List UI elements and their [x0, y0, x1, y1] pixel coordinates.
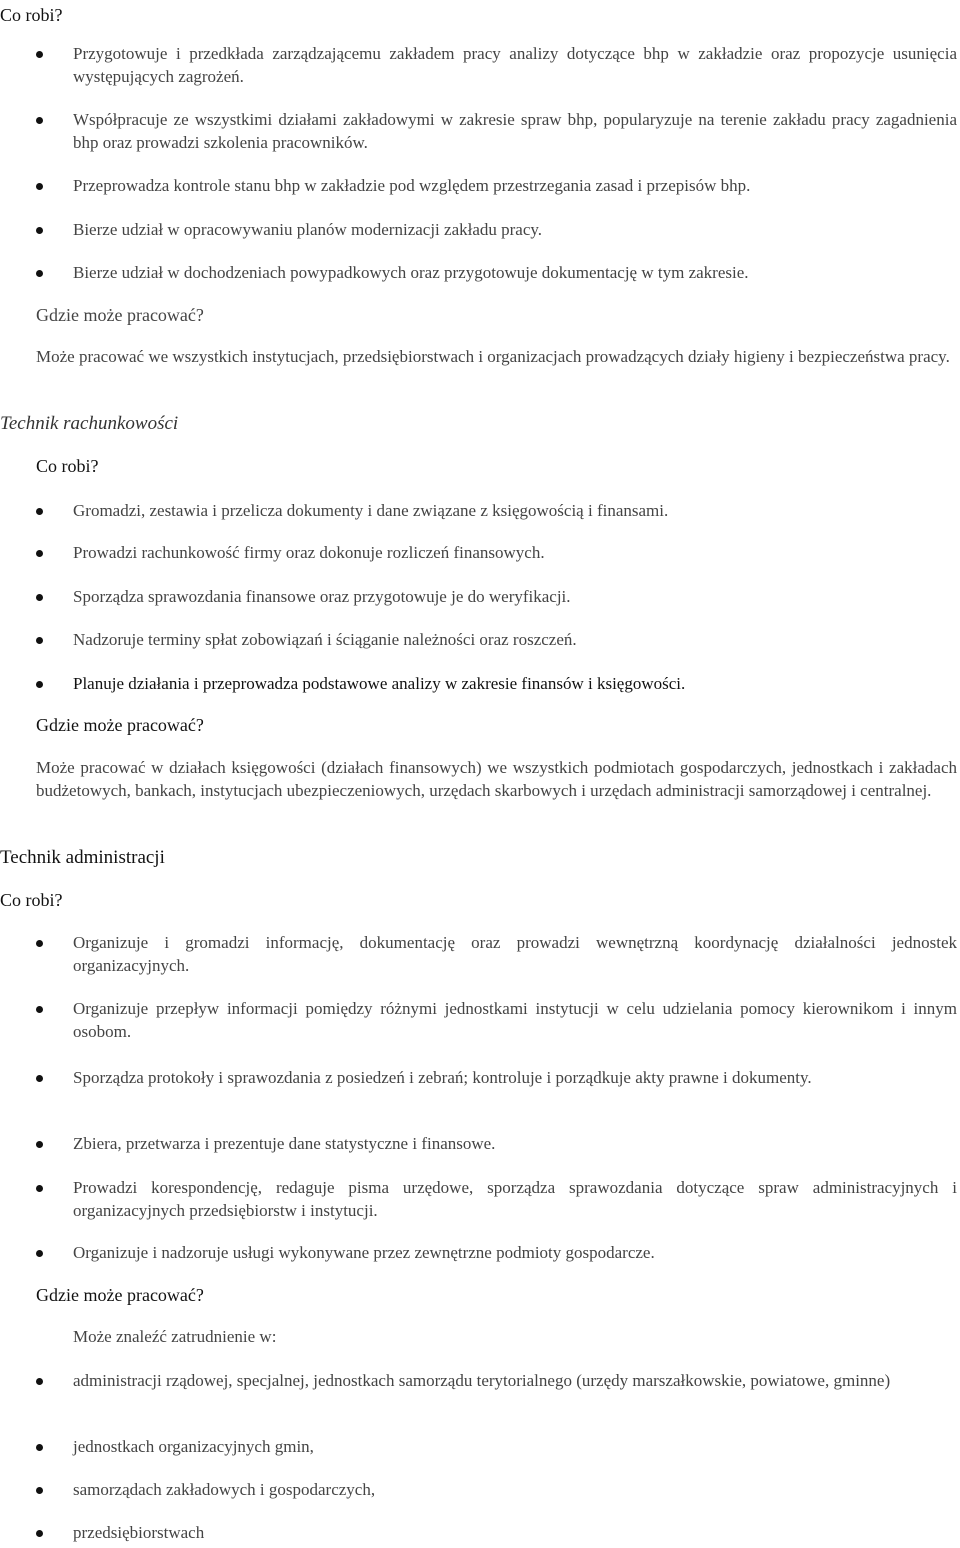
- bullet-icon: [36, 940, 43, 947]
- list-item: Gromadzi, zestawia i przelicza dokumenty i dane związane z księgowością i finansami.: [73, 501, 669, 520]
- section-heading-gdzie: Gdzie może pracować?: [36, 715, 204, 735]
- bullet-icon: [36, 1075, 43, 1082]
- list-item: Nadzoruje terminy spłat zobowiązań i ściąganie należności oraz roszczeń.: [73, 630, 577, 649]
- bullet-icon: [36, 117, 43, 124]
- list-item: Organizuje i gromadzi informację, dokumentację oraz prowadzi wewnętrzną koordynację działalności jednostek organizacyjnych.: [73, 933, 957, 975]
- list-item: Organizuje i nadzoruje usługi wykonywane przez zewnętrzne podmioty gospodarcze.: [73, 1243, 655, 1262]
- section-heading-co-robi: Co robi?: [0, 5, 63, 25]
- section-title: Technik rachunkowości: [0, 413, 179, 434]
- section-heading-gdzie: Gdzie może pracować?: [36, 1285, 204, 1305]
- bullet-icon: [36, 1487, 43, 1494]
- bullet-icon: [36, 183, 43, 190]
- section-title: Technik administracji: [0, 847, 165, 868]
- bullet-icon: [36, 637, 43, 644]
- bullet-icon: [36, 51, 43, 58]
- list-item: Sporządza protokoły i sprawozdania z posiedzeń i zebrań; kontroluje i porządkuje akty prawne i dokumenty.: [73, 1068, 812, 1087]
- section-heading-co-robi: Co robi?: [0, 890, 63, 910]
- bullet-icon: [36, 594, 43, 601]
- list-item: Sporządza sprawozdania finansowe oraz przygotowuje je do weryfikacji.: [73, 587, 571, 606]
- list-item: samorządach zakładowych i gospodarczych,: [73, 1480, 376, 1499]
- list-item: Planuje działania i przeprowadza podstawowe analizy w zakresie finansów i księgowości.: [73, 674, 686, 693]
- list-item: Przeprowadza kontrole stanu bhp w zakładzie pod względem przestrzegania zasad i przepisów bhp.: [73, 176, 751, 195]
- list-item: Zbiera, przetwarza i prezentuje dane statystyczne i finansowe.: [73, 1134, 496, 1153]
- list-item: Organizuje przepływ informacji pomiędzy różnymi jednostkami instytucji w celu udzielania pomocy kierownikom i innym osobom.: [73, 999, 957, 1041]
- list-item: Współpracuje ze wszystkimi działami zakładowymi w zakresie spraw bhp, popularyzuje na terenie zakładu pracy zagadnienia bhp oraz prowadzi szkolenia pracowników.: [73, 110, 957, 152]
- bullet-icon: [36, 1250, 43, 1257]
- section-heading-gdzie: Gdzie może pracować?: [36, 305, 204, 325]
- bullet-icon: [36, 1006, 43, 1013]
- bullet-icon: [36, 1378, 43, 1385]
- bullet-icon: [36, 270, 43, 277]
- bullet-icon: [36, 508, 43, 515]
- bullet-icon: [36, 1185, 43, 1192]
- bullet-icon: [36, 1444, 43, 1451]
- list-item: jednostkach organizacyjnych gmin,: [73, 1437, 314, 1456]
- bullet-icon: [36, 1141, 43, 1148]
- bullet-icon: [36, 227, 43, 234]
- list-item: Prowadzi rachunkowość firmy oraz dokonuje rozliczeń finansowych.: [73, 543, 545, 562]
- section-heading-co-robi: Co robi?: [36, 456, 99, 476]
- list-item: przedsiębiorstwach: [73, 1523, 205, 1542]
- list-item: Bierze udział w opracowywaniu planów modernizacji zakładu pracy.: [73, 220, 543, 239]
- paragraph: Może pracować w działach księgowości (działach finansowych) we wszystkich podmiotach gospodarczych, jednostkach i zakładach budżetowych, bankach, instytucjach ubezpieczeniowych, urzędach skarbowych i urzędach administracji samorządowej i centralnej.: [36, 758, 957, 800]
- list-item: administracji rządowej, specjalnej, jednostkach samorządu terytorialnego (urzędy marszałkowskie, powiatowe, gminne): [73, 1371, 891, 1390]
- paragraph: Może pracować we wszystkich instytucjach, przedsiębiorstwach i organizacjach prowadzących działy higieny i bezpieczeństwa pracy.: [36, 347, 950, 366]
- list-item: Prowadzi korespondencję, redaguje pisma urzędowe, sporządza sprawozdania dotyczące spraw administracyjnych i organizacyjnych przedsiębiorstw i instytucji.: [73, 1178, 957, 1220]
- list-item: Bierze udział w dochodzeniach powypadkowych oraz przygotowuje dokumentację w tym zakresie.: [73, 263, 749, 282]
- paragraph-intro: Może znaleźć zatrudnienie w:: [73, 1327, 277, 1346]
- bullet-icon: [36, 1530, 43, 1537]
- list-item: Przygotowuje i przedkłada zarządzającemu zakładem pracy analizy dotyczące bhp w zakładzie oraz propozycje usunięcia występujących zagrożeń.: [73, 44, 957, 86]
- bullet-icon: [36, 550, 43, 557]
- bullet-icon: [36, 681, 43, 688]
